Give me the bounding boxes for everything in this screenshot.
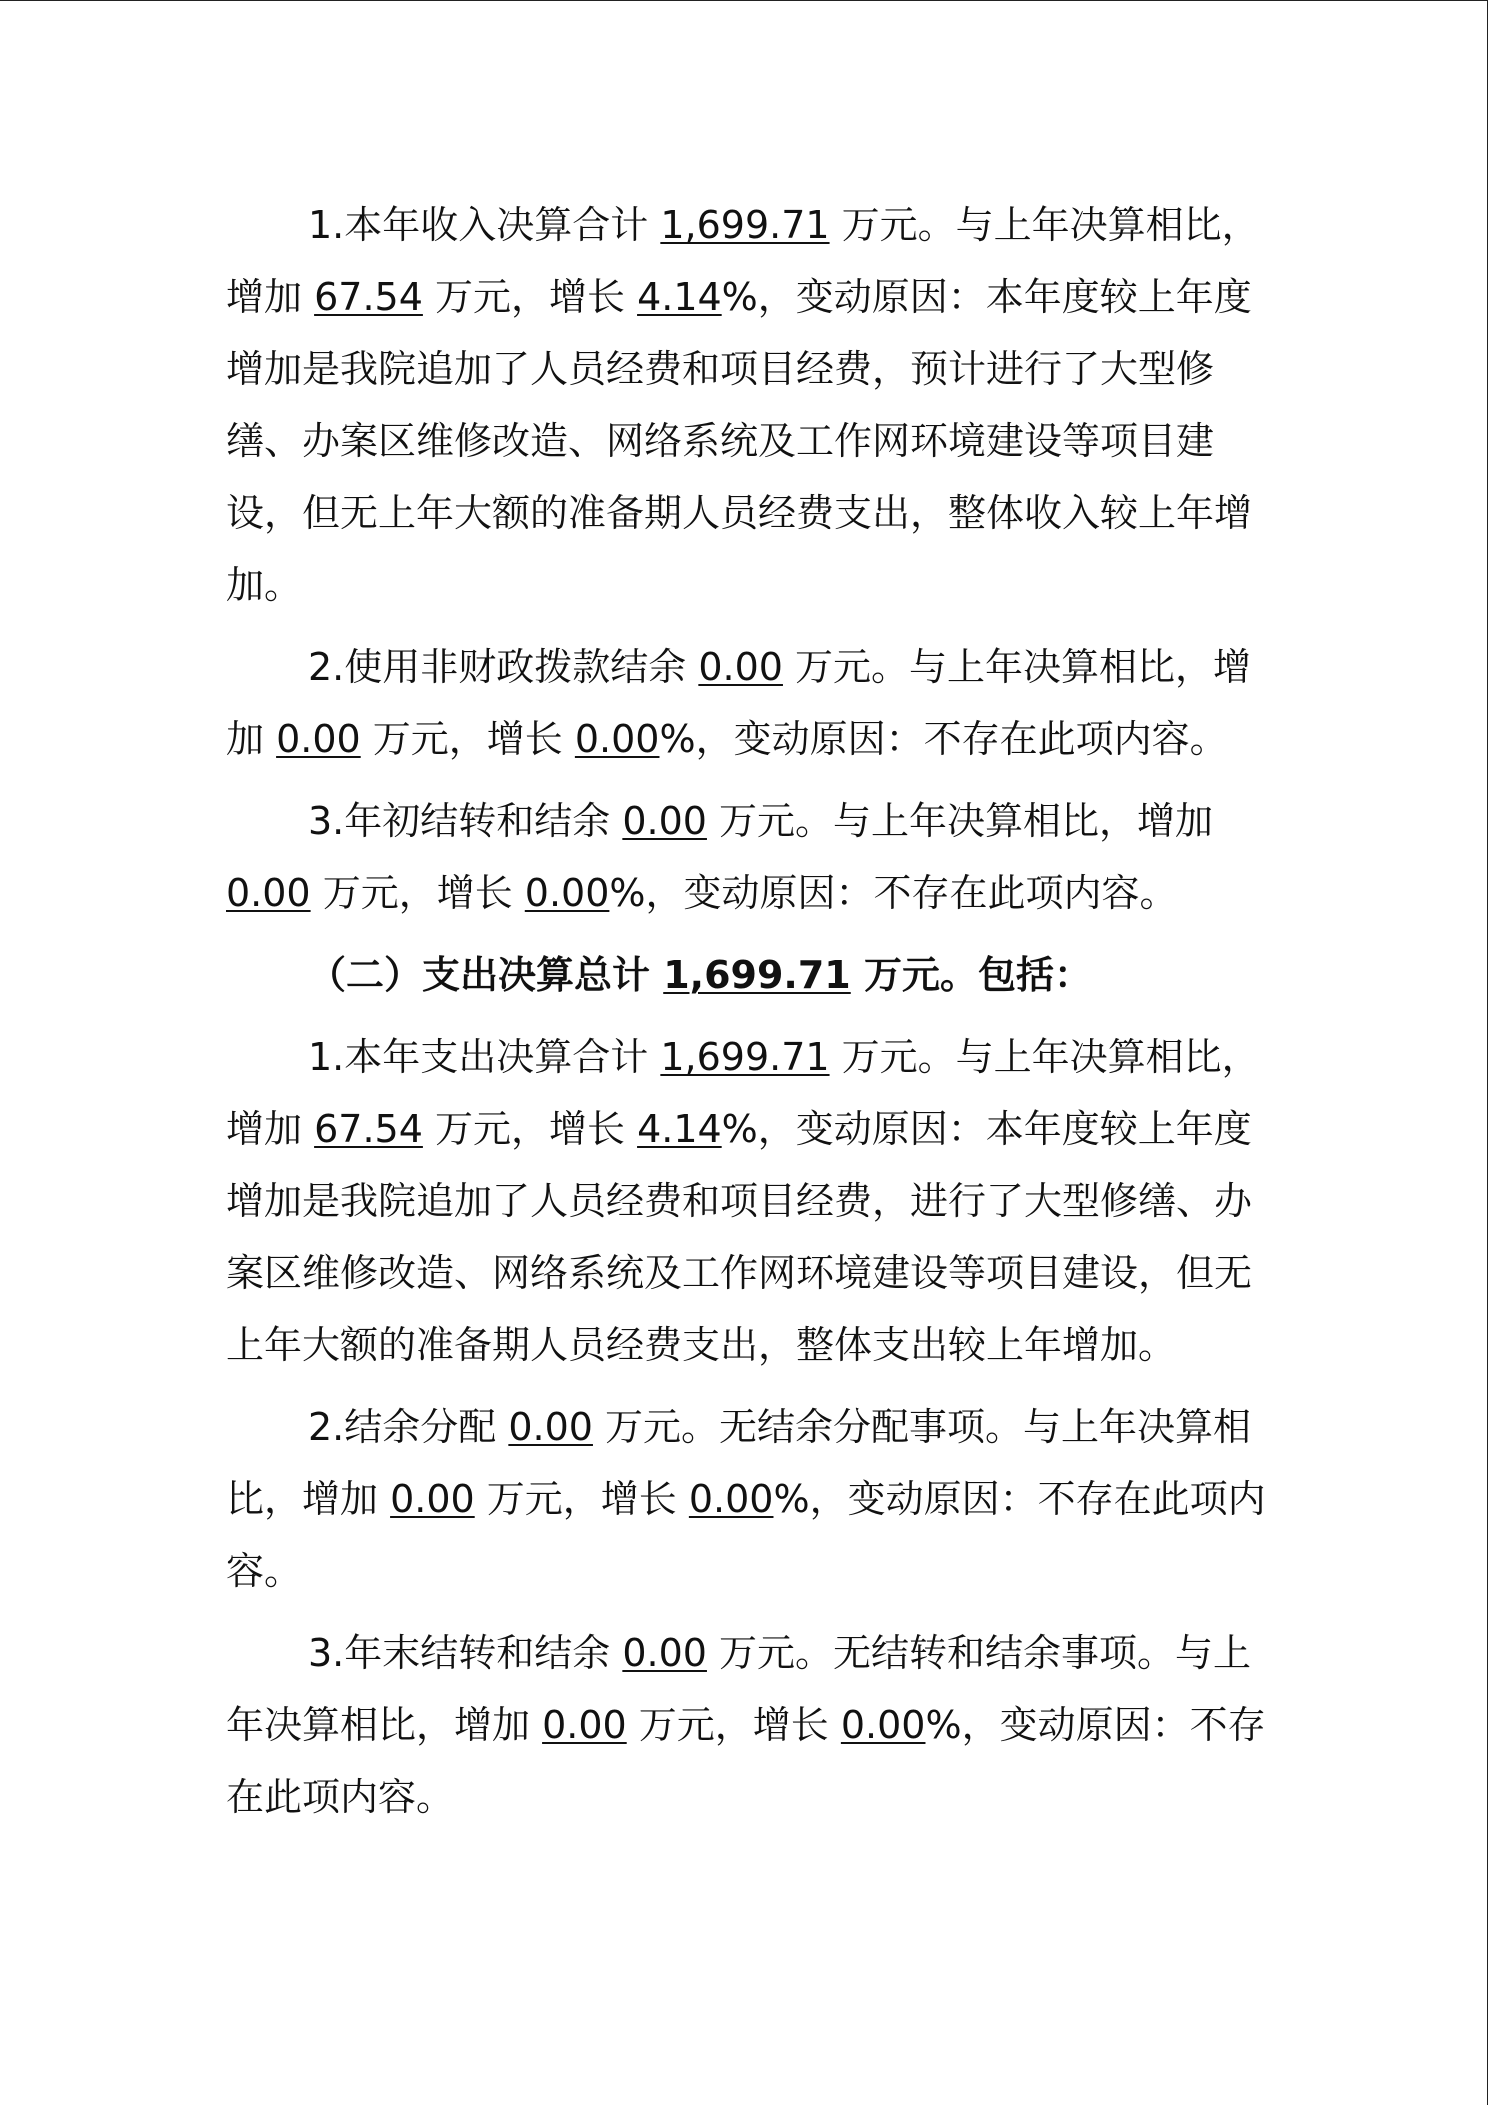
text-segment: 万元。无结转和结余事项。与上年决算相比，增加: [226, 1631, 1252, 1747]
amount-value: 0.00: [622, 1631, 707, 1675]
amount-value: 0.00: [698, 645, 783, 689]
section-heading-expenditure: [226, 939, 1266, 1011]
text-segment: 万元。与上年决算相比，增加: [226, 1035, 1260, 1151]
amount-value: 1,699.71: [660, 1035, 830, 1079]
amount-value: 1,699.71: [663, 953, 851, 997]
percent-value: 4.14: [637, 275, 722, 319]
text-segment: 3.年末结转和结余: [308, 1631, 623, 1675]
percent-value: 4.14: [637, 1107, 722, 1151]
paragraph-income-item-3: [226, 785, 1266, 929]
paragraph-income-item-1: [226, 189, 1266, 621]
amount-value: 0.00: [226, 871, 311, 915]
text-segment: %，变动原因：本年度较上年度增加是我院追加了人员经费和项目经费，进行了大型修缮、办案区维修改造、网络系统及工作网环境建设等项目建设，但无上年大额的准备期人员经费支出，整体支出较上年增加。: [226, 1107, 1253, 1367]
amount-value: 0.00: [542, 1703, 627, 1747]
text-segment: 万元，增长: [474, 1477, 689, 1521]
percent-value: 0.00: [524, 871, 610, 915]
text-segment: 万元。无结余分配事项。与上年决算相比，增加: [226, 1405, 1252, 1521]
text-segment: 2.使用非财政拨款结余: [308, 645, 699, 689]
amount-value: 67.54: [314, 275, 423, 319]
amount-value: 0.00: [622, 799, 707, 843]
paragraph-income-item-2: [226, 631, 1266, 775]
amount-value: 67.54: [314, 1107, 423, 1151]
text-segment: 万元。与上年决算相比，增加: [226, 203, 1260, 319]
paragraph-expenditure-item-3: [226, 1617, 1266, 1833]
text-segment: 万元。与上年决算相比，增加: [706, 799, 1214, 843]
text-segment: %，变动原因：不存在此项内容。: [226, 1703, 1266, 1819]
text-segment: %，变动原因：不存在此项内容。: [609, 871, 1178, 915]
text-segment: 3.年初结转和结余: [308, 799, 623, 843]
text-segment: 万元，增长: [626, 1703, 841, 1747]
text-segment: 1.本年支出决算合计: [308, 1035, 661, 1079]
percent-value: 0.00: [574, 717, 660, 761]
text-segment: 万元。包括：: [850, 953, 1092, 997]
text-segment: %，变动原因：不存在此项内容。: [659, 717, 1228, 761]
document-body: [226, 189, 1266, 1833]
text-segment: 2.结余分配: [308, 1405, 509, 1449]
text-segment: 万元，增长: [310, 871, 525, 915]
text-segment: （二）支出决算总计: [308, 953, 664, 997]
text-segment: %，变动原因：本年度较上年度增加是我院追加了人员经费和项目经费，预计进行了大型修缮、办案区维修改造、网络系统及工作网环境建设等项目建设，但无上年大额的准备期人员经费支出，整体收入较上年增加。: [226, 275, 1253, 607]
text-segment: 1.本年收入决算合计: [308, 203, 661, 247]
text-segment: 万元，增长: [360, 717, 575, 761]
text-segment: 万元，增长: [422, 1107, 638, 1151]
amount-value: 1,699.71: [660, 203, 830, 247]
text-segment: 万元，增长: [422, 275, 638, 319]
paragraph-expenditure-item-1: [226, 1021, 1266, 1381]
percent-value: 0.00: [688, 1477, 774, 1521]
amount-value: 0.00: [276, 717, 361, 761]
percent-value: 0.00: [840, 1703, 926, 1747]
text-segment: %，变动原因：不存在此项内容。: [226, 1477, 1266, 1593]
paragraph-expenditure-item-2: [226, 1391, 1266, 1607]
amount-value: 0.00: [390, 1477, 475, 1521]
amount-value: 0.00: [508, 1405, 593, 1449]
text-segment: 万元。与上年决算相比，增加: [226, 645, 1252, 761]
